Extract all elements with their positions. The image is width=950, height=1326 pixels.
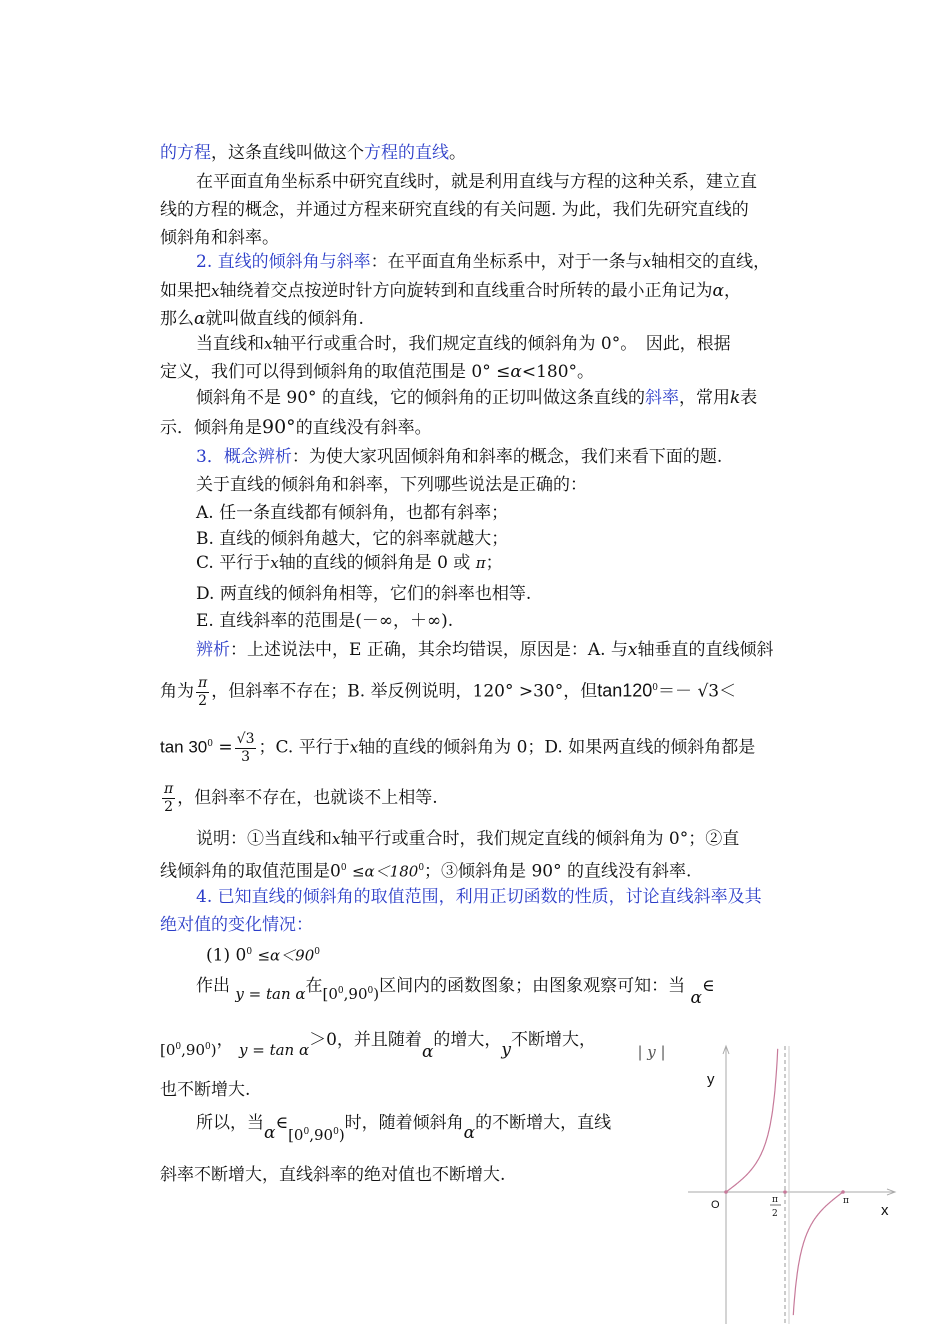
math-0: 0 (330, 861, 341, 882)
text: [0 (160, 1041, 176, 1059)
heading-angle-slope: 2. 直线的倾斜角与斜率 (196, 252, 371, 272)
term-slope: 斜率 (644, 388, 679, 408)
text: ， (723, 281, 741, 301)
pi-half-point (783, 1190, 787, 1194)
text: 轴的直线的倾斜角为 0；D. 如果两直线的倾斜角都是 (358, 737, 756, 758)
text: 如果把 (160, 281, 211, 301)
frac-den: 3 (241, 748, 251, 765)
text: ，常用 (678, 388, 730, 408)
pi-label: π (843, 1196, 849, 1206)
para-definition-1 (196, 250, 770, 274)
text: 轴相交的直线， (651, 252, 771, 272)
question: 关于直线的倾斜角和斜率，下列哪些说法是正确的： (196, 475, 587, 495)
text: ，这条直线叫做这个 (211, 143, 364, 163)
fraction-pi-over-2 (162, 781, 175, 816)
sup-0: 0 (367, 986, 374, 996)
option-b: B. 直线的倾斜角越大，它的斜率就越大； (196, 529, 509, 549)
option-e: E. 直线斜率的范围是(－∞，＋∞). (196, 611, 454, 631)
pi-half-num: π (772, 1195, 778, 1205)
sup-0: 0 (418, 863, 425, 873)
math-alpha: α (463, 1123, 476, 1143)
text: 的不断增大，直线 (475, 1113, 612, 1133)
origin-label: O (711, 1199, 720, 1211)
math-sqrt3: √3 (697, 681, 720, 702)
math-func: y = tan α (235, 985, 306, 1003)
tan-curve-right (793, 1192, 843, 1315)
text: ：上述说法中，E 正确，其余均错误，原因是：A. 与 (230, 640, 628, 660)
case-1-text-3: 也不断增大. (160, 1080, 251, 1100)
text: 不断增大， (511, 1030, 597, 1050)
math-y: y (501, 1040, 512, 1060)
text: ∈ (702, 976, 715, 996)
sup-0: 0 (207, 739, 213, 749)
math-alpha: α (421, 1042, 434, 1062)
text: ) (338, 1126, 345, 1144)
para-intro-3: 倾斜角和斜率。 (160, 228, 279, 248)
text: 在 (305, 976, 323, 996)
text: ＜ (719, 681, 737, 702)
math-interval (323, 985, 380, 1003)
text: ；③倾斜角是 90° 的直线没有斜率. (424, 861, 692, 882)
text: 定义，我们可以得到倾斜角的取值范围是 0° ≤ (160, 362, 511, 382)
sup-0: 0 (340, 863, 347, 873)
text: 时，随着倾斜角 (344, 1113, 464, 1133)
text: ； (485, 553, 503, 573)
text: <180°。 (521, 362, 595, 382)
para-intro-1: 在平面直角坐标系中研究直线时，就是利用直线与方程的这种关系，建立直 (196, 172, 757, 192)
pi-point (841, 1190, 845, 1194)
sup-0: 0 (246, 947, 253, 957)
heading-4-line1: 4. 已知直线的倾斜角的取值范围，利用正切函数的性质，讨论直线斜率及其 (196, 887, 762, 907)
pi-half-den: 2 (772, 1209, 778, 1219)
para-slope-1 (196, 386, 757, 410)
note-2 (160, 856, 691, 884)
math-abs-y: | y | (637, 1043, 666, 1061)
text: ， (216, 1030, 234, 1050)
tan-curve-left (726, 1049, 778, 1192)
math-x: x (349, 738, 359, 757)
text: 轴垂直的直线倾斜 (637, 640, 774, 660)
math-alpha: α (510, 362, 522, 382)
math-90deg: 90° (262, 416, 296, 438)
math-x: x (332, 830, 341, 848)
term-equation: 的方程 (160, 143, 211, 163)
para-definition-2 (160, 279, 741, 303)
heading-analysis: 辨析 (196, 640, 230, 660)
fraction-pi-over-2 (196, 675, 209, 710)
sup-0: 0 (303, 1127, 310, 1137)
text: 倾斜角不是 90° 的直线，它的倾斜角的正切叫做这条直线的 (196, 388, 645, 408)
sup-0: 0 (175, 1042, 182, 1052)
para-equation-line (160, 141, 466, 165)
math-tan30: tan 30 (160, 737, 208, 757)
math-k: k (729, 388, 741, 408)
text: C. 平行于 (196, 553, 271, 573)
analysis-4 (160, 778, 438, 818)
frac-den: 2 (198, 692, 208, 709)
text: 那么 (160, 309, 194, 329)
math-alpha: α (194, 309, 206, 329)
tan-graph (683, 1040, 903, 1326)
sup-0: 0 (652, 683, 659, 693)
math-x: x (211, 282, 220, 300)
sup-0: 0 (337, 986, 344, 996)
text: 表 (740, 388, 758, 408)
text: 。 (449, 143, 466, 163)
case-1-text-2 (160, 1022, 666, 1062)
math-alpha: α (712, 281, 724, 301)
text: 角为 (160, 681, 194, 702)
text: 线倾斜角的取值范围是 (160, 861, 330, 882)
math-interval (288, 1126, 345, 1144)
math-x: x (264, 335, 273, 353)
text: 示．倾斜角是 (160, 418, 262, 438)
sup-0: 0 (314, 947, 320, 957)
frac-den: 2 (164, 799, 174, 815)
text: 说明：①当直线和 (196, 829, 332, 849)
text: ∈ (275, 1113, 289, 1133)
text: ) (210, 1041, 217, 1059)
analysis-1 (196, 638, 774, 662)
term-line-of-equation: 方程的直线 (364, 143, 449, 163)
math-range: ≤α＜180 (351, 862, 419, 881)
text: ；C. 平行于 (258, 737, 350, 758)
frac-num: π (198, 674, 208, 691)
math-x: x (642, 253, 652, 271)
text: 轴的直线的倾斜角是 0 或 (278, 553, 471, 573)
text: 轴绕着交点按逆时针方向旋转到和直线重合时所转的最小正角记为 (219, 281, 713, 301)
text: ＞0，并且随着 (309, 1030, 422, 1050)
note-1 (196, 827, 739, 851)
text: 就叫做直线的倾斜角. (205, 309, 364, 329)
text: = (218, 737, 233, 758)
origin-point (724, 1190, 728, 1194)
analysis-2 (160, 668, 736, 712)
y-axis-label: y (707, 1071, 715, 1088)
case-1-text-5: 斜率不断增大，直线斜率的绝对值也不断增大. (160, 1165, 506, 1185)
text: ＝－ (658, 681, 693, 702)
para-intro-2: 线的方程的概念，并通过方程来研究直线的有关问题. 为此，我们先研究直线的 (160, 200, 749, 220)
text: ,90 (309, 1126, 334, 1144)
para-slope-2 (160, 415, 432, 440)
text: 所以，当 (196, 1113, 264, 1133)
math-interval (160, 1041, 217, 1059)
text: 当直线和 (196, 334, 264, 354)
math-tan120: tan120 (597, 680, 653, 701)
text: ,90 (181, 1041, 205, 1059)
math-pi: π (475, 554, 486, 572)
frac-num: √3 (236, 730, 255, 747)
text: [0 (288, 1126, 304, 1144)
text: ：在平面直角坐标系中，对于一条与 (370, 252, 643, 272)
para-definition-3 (160, 307, 364, 331)
math-x: x (627, 640, 638, 660)
para-zero-angle-2 (160, 360, 594, 384)
text: ，但斜率不存在，也就谈不上相等. (177, 788, 438, 808)
fraction-sqrt3-over-3 (235, 731, 257, 766)
text: ,90 (343, 985, 368, 1003)
text: [0 (322, 985, 338, 1003)
text: (1) 0 (206, 945, 247, 966)
text: 轴平行或重合时，我们规定直线的倾斜角为 0°。 因此，根据 (272, 334, 731, 354)
frac-num: π (164, 781, 174, 797)
para-zero-angle-1 (196, 332, 731, 356)
text: ：为使大家巩固倾斜角和斜率的概念，我们来看下面的题. (291, 447, 723, 467)
math-alpha: α (690, 988, 702, 1008)
option-d: D. 两直线的倾斜角相等，它们的斜率也相等. (196, 584, 532, 604)
math-func: y = tan α (239, 1041, 310, 1059)
case-1-text-1 (196, 968, 715, 1008)
text: 的增大， (433, 1030, 502, 1050)
option-c (196, 551, 503, 575)
option-a: A. 任一条直线都有倾斜角，也都有斜率； (196, 503, 509, 523)
text: 轴平行或重合时，我们规定直线的倾斜角为 0°；②直 (340, 829, 740, 849)
text: ) (373, 985, 380, 1003)
sup-0: 0 (205, 1042, 211, 1052)
text: ，但斜率不存在；B. 举反例说明，120° >30°，但 (211, 681, 598, 702)
math-alpha: α (264, 1123, 276, 1143)
x-axis-label: x (881, 1202, 889, 1219)
heading-4-line2: 绝对值的变化情况： (160, 915, 313, 935)
case-1-text-4 (196, 1105, 612, 1144)
text: 作出 (196, 976, 230, 996)
text: 区间内的函数图象；由图象观察可知：当 (379, 976, 686, 996)
text: 的直线没有斜率。 (295, 418, 432, 438)
case-1 (206, 940, 320, 968)
math-range: ≤α＜90 (257, 946, 315, 965)
heading-concept: 3．概念辨析 (196, 447, 292, 467)
analysis-3 (160, 722, 755, 770)
sup-0: 0 (333, 1127, 339, 1137)
math-x: x (270, 554, 279, 572)
para-concept-head (196, 445, 722, 469)
